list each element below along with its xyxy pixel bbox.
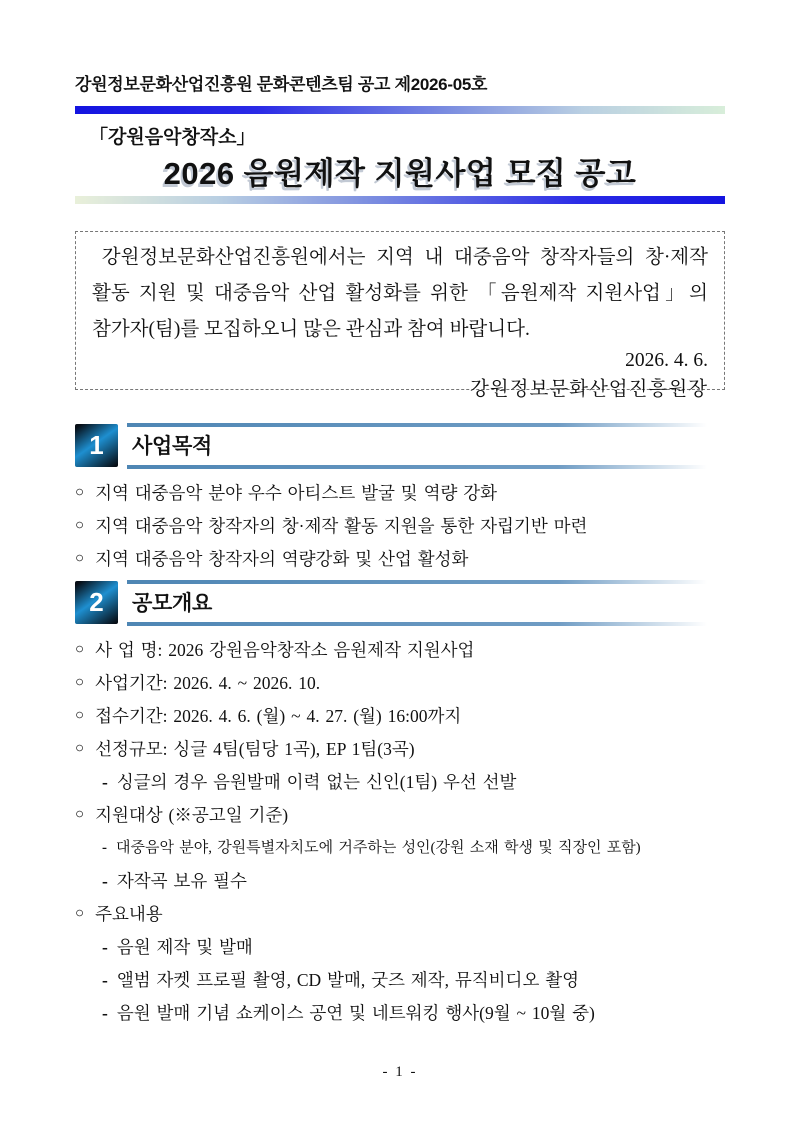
section-number: 1 [89, 430, 104, 460]
bullet-item-text: 지역 대중음악 창작자의 역량강화 및 산업 활성화 [95, 549, 469, 569]
section-header [75, 580, 725, 626]
page-title: 2026 음원제작 지원사업 모집 공고 [163, 156, 637, 191]
dash-bullet-icon: - [102, 1003, 108, 1023]
dash-bullet-icon: - [102, 772, 108, 792]
section-number-badge [75, 424, 118, 467]
bullet-item [75, 704, 725, 728]
circle-bullet-icon: ○ [75, 740, 85, 757]
bullet-item [75, 547, 725, 571]
section-items [75, 638, 725, 1025]
bullet-item [75, 671, 725, 695]
circle-bullet-icon: ○ [75, 550, 85, 567]
bullet-item-text: 지원대상 (※공고일 기준) [95, 805, 289, 825]
gradient-bar-top [75, 106, 725, 114]
bullet-item-text: 선정규모: 싱글 4팀(팀당 1곡), EP 1팀(3곡) [95, 739, 415, 759]
dash-bullet-icon: - [102, 840, 107, 856]
circle-bullet-icon: ○ [75, 484, 85, 501]
bullet-item [75, 514, 725, 538]
section-rule-top [127, 580, 725, 584]
bullet-item-text: 주요내용 [95, 904, 163, 924]
circle-bullet-icon: ○ [75, 707, 85, 724]
section-rule-bottom [127, 622, 725, 626]
page-number: - 1 - [382, 1064, 418, 1080]
circle-bullet-icon: ○ [75, 674, 85, 691]
circle-bullet-icon: ○ [75, 806, 85, 823]
section-heading: 공모개요 [132, 591, 212, 615]
section-number-badge [75, 581, 118, 624]
section-rule-top [127, 423, 725, 427]
bullet-item [75, 638, 725, 662]
sections-container [75, 423, 725, 1025]
bullet-item-text: 지역 대중음악 분야 우수 아티스트 발굴 및 역량 강화 [95, 483, 498, 503]
section-items [75, 481, 725, 571]
section-header [75, 423, 725, 469]
section-1 [75, 423, 725, 571]
intro-text: 강원정보문화산업진흥원에서는 지역 내 대중음악 창작자들의 창·제작 활동 지원 및 대중음악 산업 활성화를 위한 「음원제작 지원사업」의 참가자(팀)를 모집하오니 많은 관심과 참여 바랍니다. [92, 247, 708, 340]
sub-item-text: 자작곡 보유 필수 [116, 871, 247, 891]
bullet-item-text: 사 업 명: 2026 강원음악창작소 음원제작 지원사업 [95, 640, 475, 660]
dash-bullet-icon: - [102, 970, 108, 990]
sub-item-text: 음원 제작 및 발매 [116, 937, 253, 957]
bullet-item-text: 지역 대중음악 창작자의 창·제작 활동 지원을 통한 자립기반 마련 [95, 516, 588, 536]
sub-item [75, 770, 725, 794]
intro-date: 2026. 4. 6. [625, 350, 708, 371]
section-rule-bottom [127, 465, 725, 469]
sub-item-text: 앨범 자켓 프로필 촬영, CD 발매, 굿즈 제작, 뮤직비디오 촬영 [116, 970, 580, 990]
sub-item-text: 싱글의 경우 음원발매 이력 없는 신인(1팀) 우선 선발 [116, 772, 517, 792]
gradient-bar-bottom [75, 196, 725, 204]
circle-bullet-icon: ○ [75, 641, 85, 658]
sub-item [75, 1001, 725, 1025]
circle-bullet-icon: ○ [75, 905, 85, 922]
sub-item-text: 음원 발매 기념 쇼케이스 공연 및 네트워킹 행사(9월 ~ 10월 중) [116, 1003, 595, 1023]
section-header-rules [127, 423, 725, 469]
bullet-item [75, 737, 725, 761]
bullet-item-text: 접수기간: 2026. 4. 6. (월) ~ 4. 27. (월) 16:00까지 [95, 706, 462, 726]
circle-bullet-icon: ○ [75, 517, 85, 534]
dash-bullet-icon: - [102, 937, 108, 957]
section-number: 2 [89, 587, 104, 617]
sub-item [75, 935, 725, 959]
sub-item [75, 869, 725, 893]
bullet-item [75, 803, 725, 827]
intro-box [75, 231, 725, 400]
sub-item [75, 836, 725, 860]
section-2 [75, 580, 725, 1025]
sub-item [75, 968, 725, 992]
dash-bullet-icon: - [102, 871, 108, 891]
org-label: 「강원음악창작소」 [89, 127, 256, 148]
sub-item-text: 대중음악 분야, 강원특별자치도에 거주하는 성인(강원 소재 학생 및 직장인 포함) [116, 840, 641, 856]
bullet-item-text: 사업기간: 2026. 4. ~ 2026. 10. [95, 673, 321, 693]
intro-signature: 강원정보문화산업진흥원장 [469, 379, 708, 400]
section-header-rules [127, 580, 725, 626]
doc-number: 강원정보문화산업진흥원 문화콘텐츠팀 공고 제2026-05호 [75, 75, 488, 94]
bullet-item [75, 902, 725, 926]
section-heading: 사업목적 [132, 434, 212, 458]
bullet-item [75, 481, 725, 505]
